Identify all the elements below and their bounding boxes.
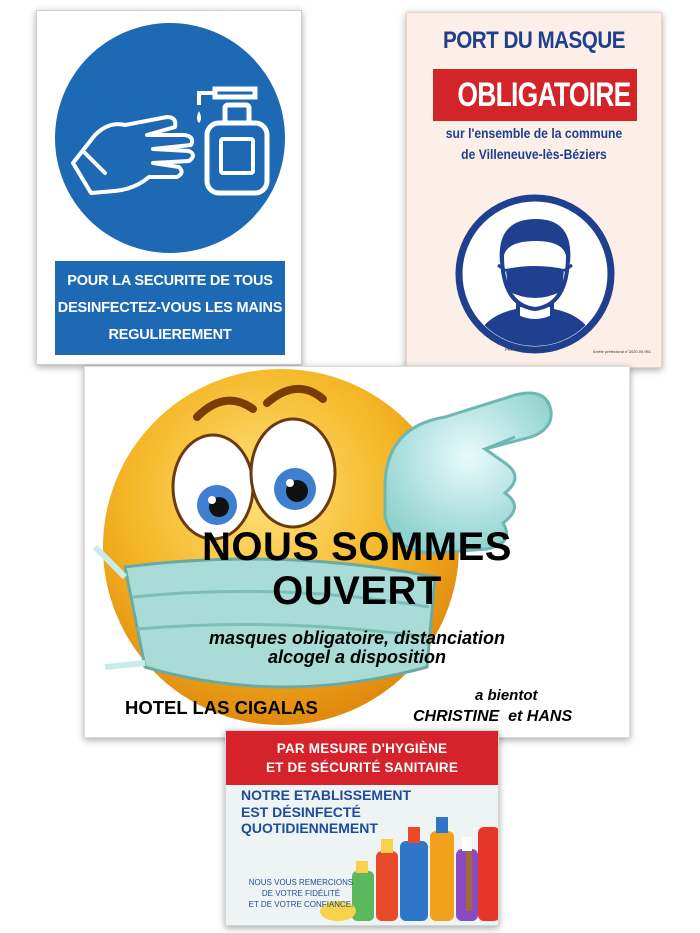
hand-sanitizer-poster	[36, 10, 302, 365]
hotel-open-poster	[84, 366, 630, 738]
commune-subtitle	[407, 123, 661, 165]
owner-names: CHRISTINE et HANS	[413, 708, 573, 725]
open-rules	[85, 629, 629, 667]
red-line-2: ET DE SÉCURITÉ SANITAIRE	[265, 760, 459, 775]
thanks-line-3: ET DE VOTRE CONFIANCE.	[248, 900, 354, 909]
disinfection-message	[241, 787, 411, 837]
hygiene-poster	[225, 730, 499, 926]
blue-line-3: QUOTIDIENNEMENT	[241, 820, 378, 836]
mandatory-banner	[433, 69, 637, 121]
open-headline-1: NOUS SOMMES	[202, 525, 512, 569]
hygiene-red-banner	[226, 731, 498, 785]
hands-message-box	[55, 261, 285, 355]
masked-person-icon	[454, 193, 616, 355]
hotel-name: HOTEL LAS CIGALAS	[125, 697, 318, 718]
hands-line-1: POUR LA SECURITE DE TOUS	[67, 272, 273, 289]
rules-line-2: alcogel a disposition	[267, 647, 447, 667]
thanks-line-2: DE VOTRE FIDÉLITÉ	[261, 889, 341, 898]
red-line-1: PAR MESURE D'HYGIÈNE	[276, 741, 448, 756]
mask-poster-title: PORT DU MASQUE	[443, 27, 625, 54]
rules-line-1: masques obligatoire, distanciation	[208, 628, 506, 648]
prefecture-decree: Arrêté préfectoral n°2020.05.951	[592, 349, 651, 354]
blue-line-2: EST DÉSINFECTÉ	[241, 803, 361, 820]
prefecture-logo-text: PRÉFET DE L'HÉRAULT	[505, 347, 550, 352]
hand-wash-icon	[55, 23, 285, 253]
hands-line-2: DESINFECTEZ-VOUS LES MAINS	[57, 299, 283, 316]
thanks-message	[226, 877, 376, 910]
mandatory-banner-text: OBLIGATOIRE	[457, 76, 631, 114]
blue-line-1: NOTRE ETABLISSEMENT	[241, 787, 412, 803]
hands-line-3: REGULIEREMENT	[108, 326, 232, 343]
mask-mandatory-poster	[406, 12, 662, 368]
open-headline-2: OUVERT	[272, 569, 442, 613]
subtitle-line-2: de Villeneuve-lès-Béziers	[461, 147, 607, 162]
thanks-line-1: NOUS VOUS REMERCIONS	[248, 878, 354, 887]
goodbye-text: a bientot	[475, 687, 538, 704]
subtitle-line-1: sur l'ensemble de la commune	[445, 126, 623, 141]
sanitizer-sign-circle	[55, 23, 285, 253]
